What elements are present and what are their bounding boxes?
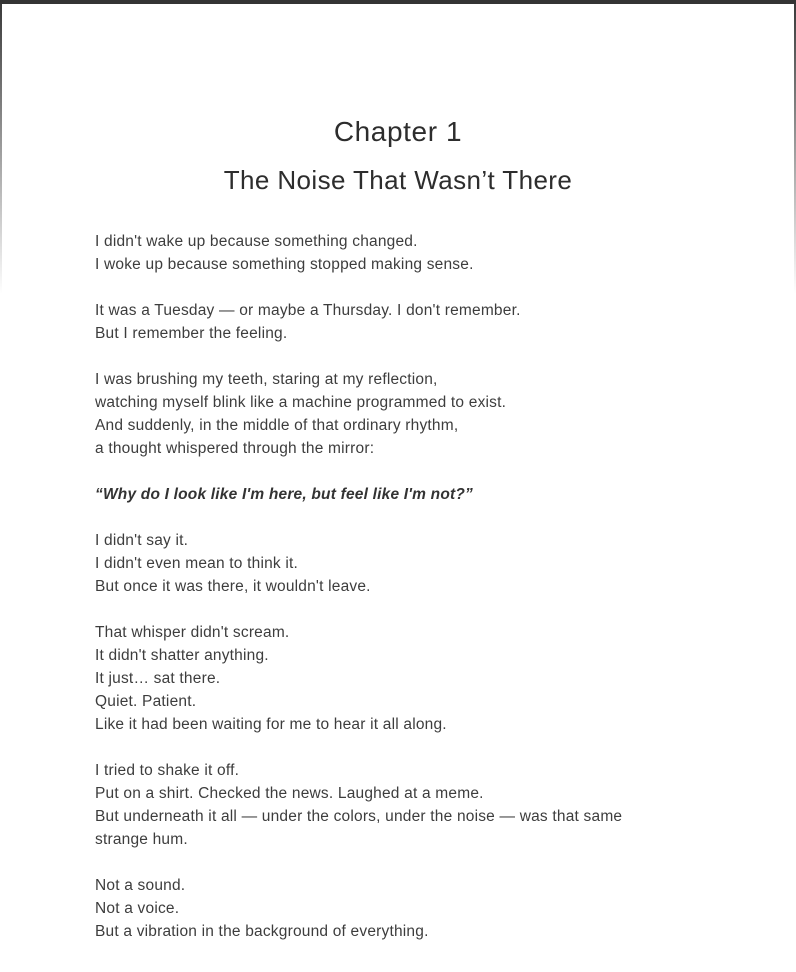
text-line: Not a sound.: [95, 877, 186, 894]
text-line: watching myself blink like a machine programmed to exist.: [95, 394, 507, 411]
text-line: And suddenly, in the middle of that ordinary rhythm,: [95, 417, 459, 434]
text-line: But underneath it all — under the colors, under the noise — was that same: [95, 808, 623, 825]
text-line: I woke up because something stopped making sense.: [95, 256, 474, 273]
text-line: That whisper didn't scream.: [95, 624, 290, 641]
chapter-subtitle: The Noise That Wasn’t There: [223, 165, 573, 195]
text-line: I tried to shake it off.: [95, 762, 240, 779]
text-line: I didn't say it.: [95, 532, 189, 549]
text-line: strange hum.: [95, 831, 188, 848]
text-line: Quiet. Patient.: [95, 693, 197, 710]
paragraph: [95, 529, 701, 598]
paragraph: [95, 299, 701, 345]
text-line: But I remember the feeling.: [95, 325, 288, 342]
paragraph: [95, 368, 701, 460]
text-line: Not a voice.: [95, 900, 180, 917]
paragraph: [95, 874, 701, 943]
paragraph: [95, 759, 701, 851]
paragraph: [95, 230, 701, 276]
text-line: It just… sat there.: [95, 670, 221, 687]
text-line: It was a Tuesday — or maybe a Thursday. I don't remember.: [95, 302, 521, 319]
text-line: I was brushing my teeth, staring at my reflection,: [95, 371, 438, 388]
quote-paragraph: [95, 483, 701, 506]
text-line: I didn't wake up because something changed.: [95, 233, 418, 250]
text-line: “Why do I look like I'm here, but feel like I'm not?”: [95, 486, 473, 503]
text-line: a thought whispered through the mirror:: [95, 440, 375, 457]
text-line: It didn't shatter anything.: [95, 647, 269, 664]
text-line: Like it had been waiting for me to hear it all along.: [95, 716, 447, 733]
chapter-title: Chapter 1: [333, 116, 463, 147]
text-line: But once it was there, it wouldn't leave.: [95, 578, 371, 595]
text-line: But a vibration in the background of everything.: [95, 923, 429, 940]
text-line: I didn't even mean to think it.: [95, 555, 299, 572]
chapter-body: [95, 230, 701, 943]
paragraph: [95, 621, 701, 736]
text-line: Put on a shirt. Checked the news. Laughed at a meme.: [95, 785, 484, 802]
